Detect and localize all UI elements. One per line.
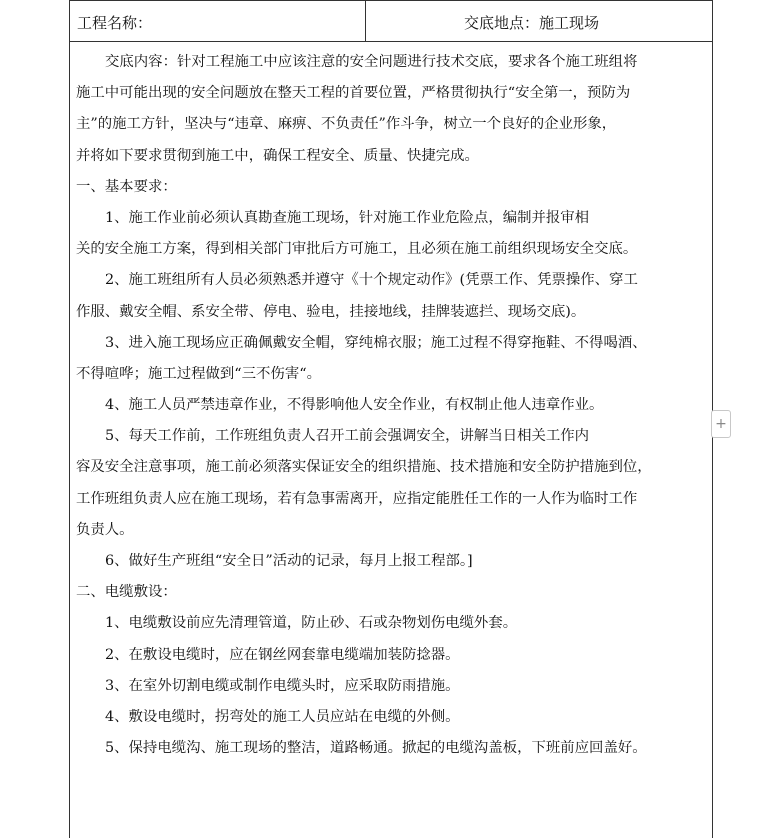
content-line: 5、保持电缆沟、施工现场的整洁，道路畅通。掀起的电缆沟盖板，下班前应回盖好。 [105, 740, 647, 757]
content-line: 二、电缆敷设： [76, 584, 177, 601]
table-header-row [70, 1, 712, 42]
location-label: 交底地点：施工现场 [464, 14, 600, 32]
content-line: 2、在敷设电缆时，应在钢丝网套靠电缆端加装防捻器。 [105, 646, 460, 663]
content-line: 3、进入施工现场应正确佩戴安全帽，穿纯棉衣服；施工过程不得穿拖鞋、不得喝酒、 [105, 334, 647, 351]
content-line: 工作班组负责人应在施工现场，若有急事需离开，应指定能胜任工作的一人作为临时工作 [76, 490, 638, 507]
content-line: 并将如下要求贯彻到施工中，确保工程安全、质量、快捷完成。 [76, 147, 479, 164]
content-line: 作服、戴安全帽、系安全带、停电、验电，挂接地线，挂牌装遮拦、现场交底)。 [76, 303, 586, 320]
content-line: 不得喧哗；施工过程做到“三不伤害“。 [76, 365, 321, 382]
content-line: 关的安全施工方案，得到相关部门审批后方可施工，且必须在施工前组织现场安全交底。 [76, 241, 638, 258]
project-name-label: 工程名称： [77, 14, 153, 32]
content-line: 负责人。 [76, 521, 134, 538]
content-line: 5、每天工作前，工作班组负责人召开工前会强调安全，讲解当日相关工作内 [105, 428, 590, 445]
content-line: 4、施工人员严禁违章作业，不得影响他人安全作业，有权制止他人违章作业。 [105, 397, 604, 414]
content-line: 一、基本要求： [76, 178, 177, 195]
expand-button[interactable]: + [711, 410, 731, 438]
content-line: 1、施工作业前必须认真勘查施工现场，针对施工作业危险点，编制并报审相 [105, 209, 590, 226]
content-line: 1、电缆敷设前应先清理管道，防止砂、石或杂物划伤电缆外套。 [105, 615, 518, 632]
location-cell [366, 1, 712, 41]
content-line: 3、在室外切割电缆或制作电缆头时，应采取防雨措施。 [105, 677, 460, 694]
content-line: 主”的施工方针，坚决与“违章、麻痹、不负责任”作斗争，树立一个良好的企业形象， [76, 116, 617, 133]
disclosure-content [76, 47, 708, 764]
project-name-cell [70, 1, 366, 41]
content-line: 交底内容：针对工程施工中应该注意的安全问题进行技术交底，要求各个施工班组将 [105, 54, 638, 70]
content-line: 6、做好生产班组“安全日”活动的记录，每月上报工程部。] [105, 553, 473, 569]
content-line: 4、敷设电缆时，拐弯处的施工人员应站在电缆的外侧。 [105, 708, 460, 725]
content-line: 容及安全注意事项，施工前必须落实保证安全的组织措施、技术措施和安全防护措施到位， [76, 459, 652, 476]
content-line: 2、施工班组所有人员必须熟悉并遵守《十个规定动作》(凭票工作、凭票操作、穿工 [105, 272, 638, 289]
content-line: 施工中可能出现的安全问题放在整天工程的首要位置，严格贯彻执行“安全第一，预防为 [76, 85, 631, 102]
disclosure-table [69, 0, 713, 838]
